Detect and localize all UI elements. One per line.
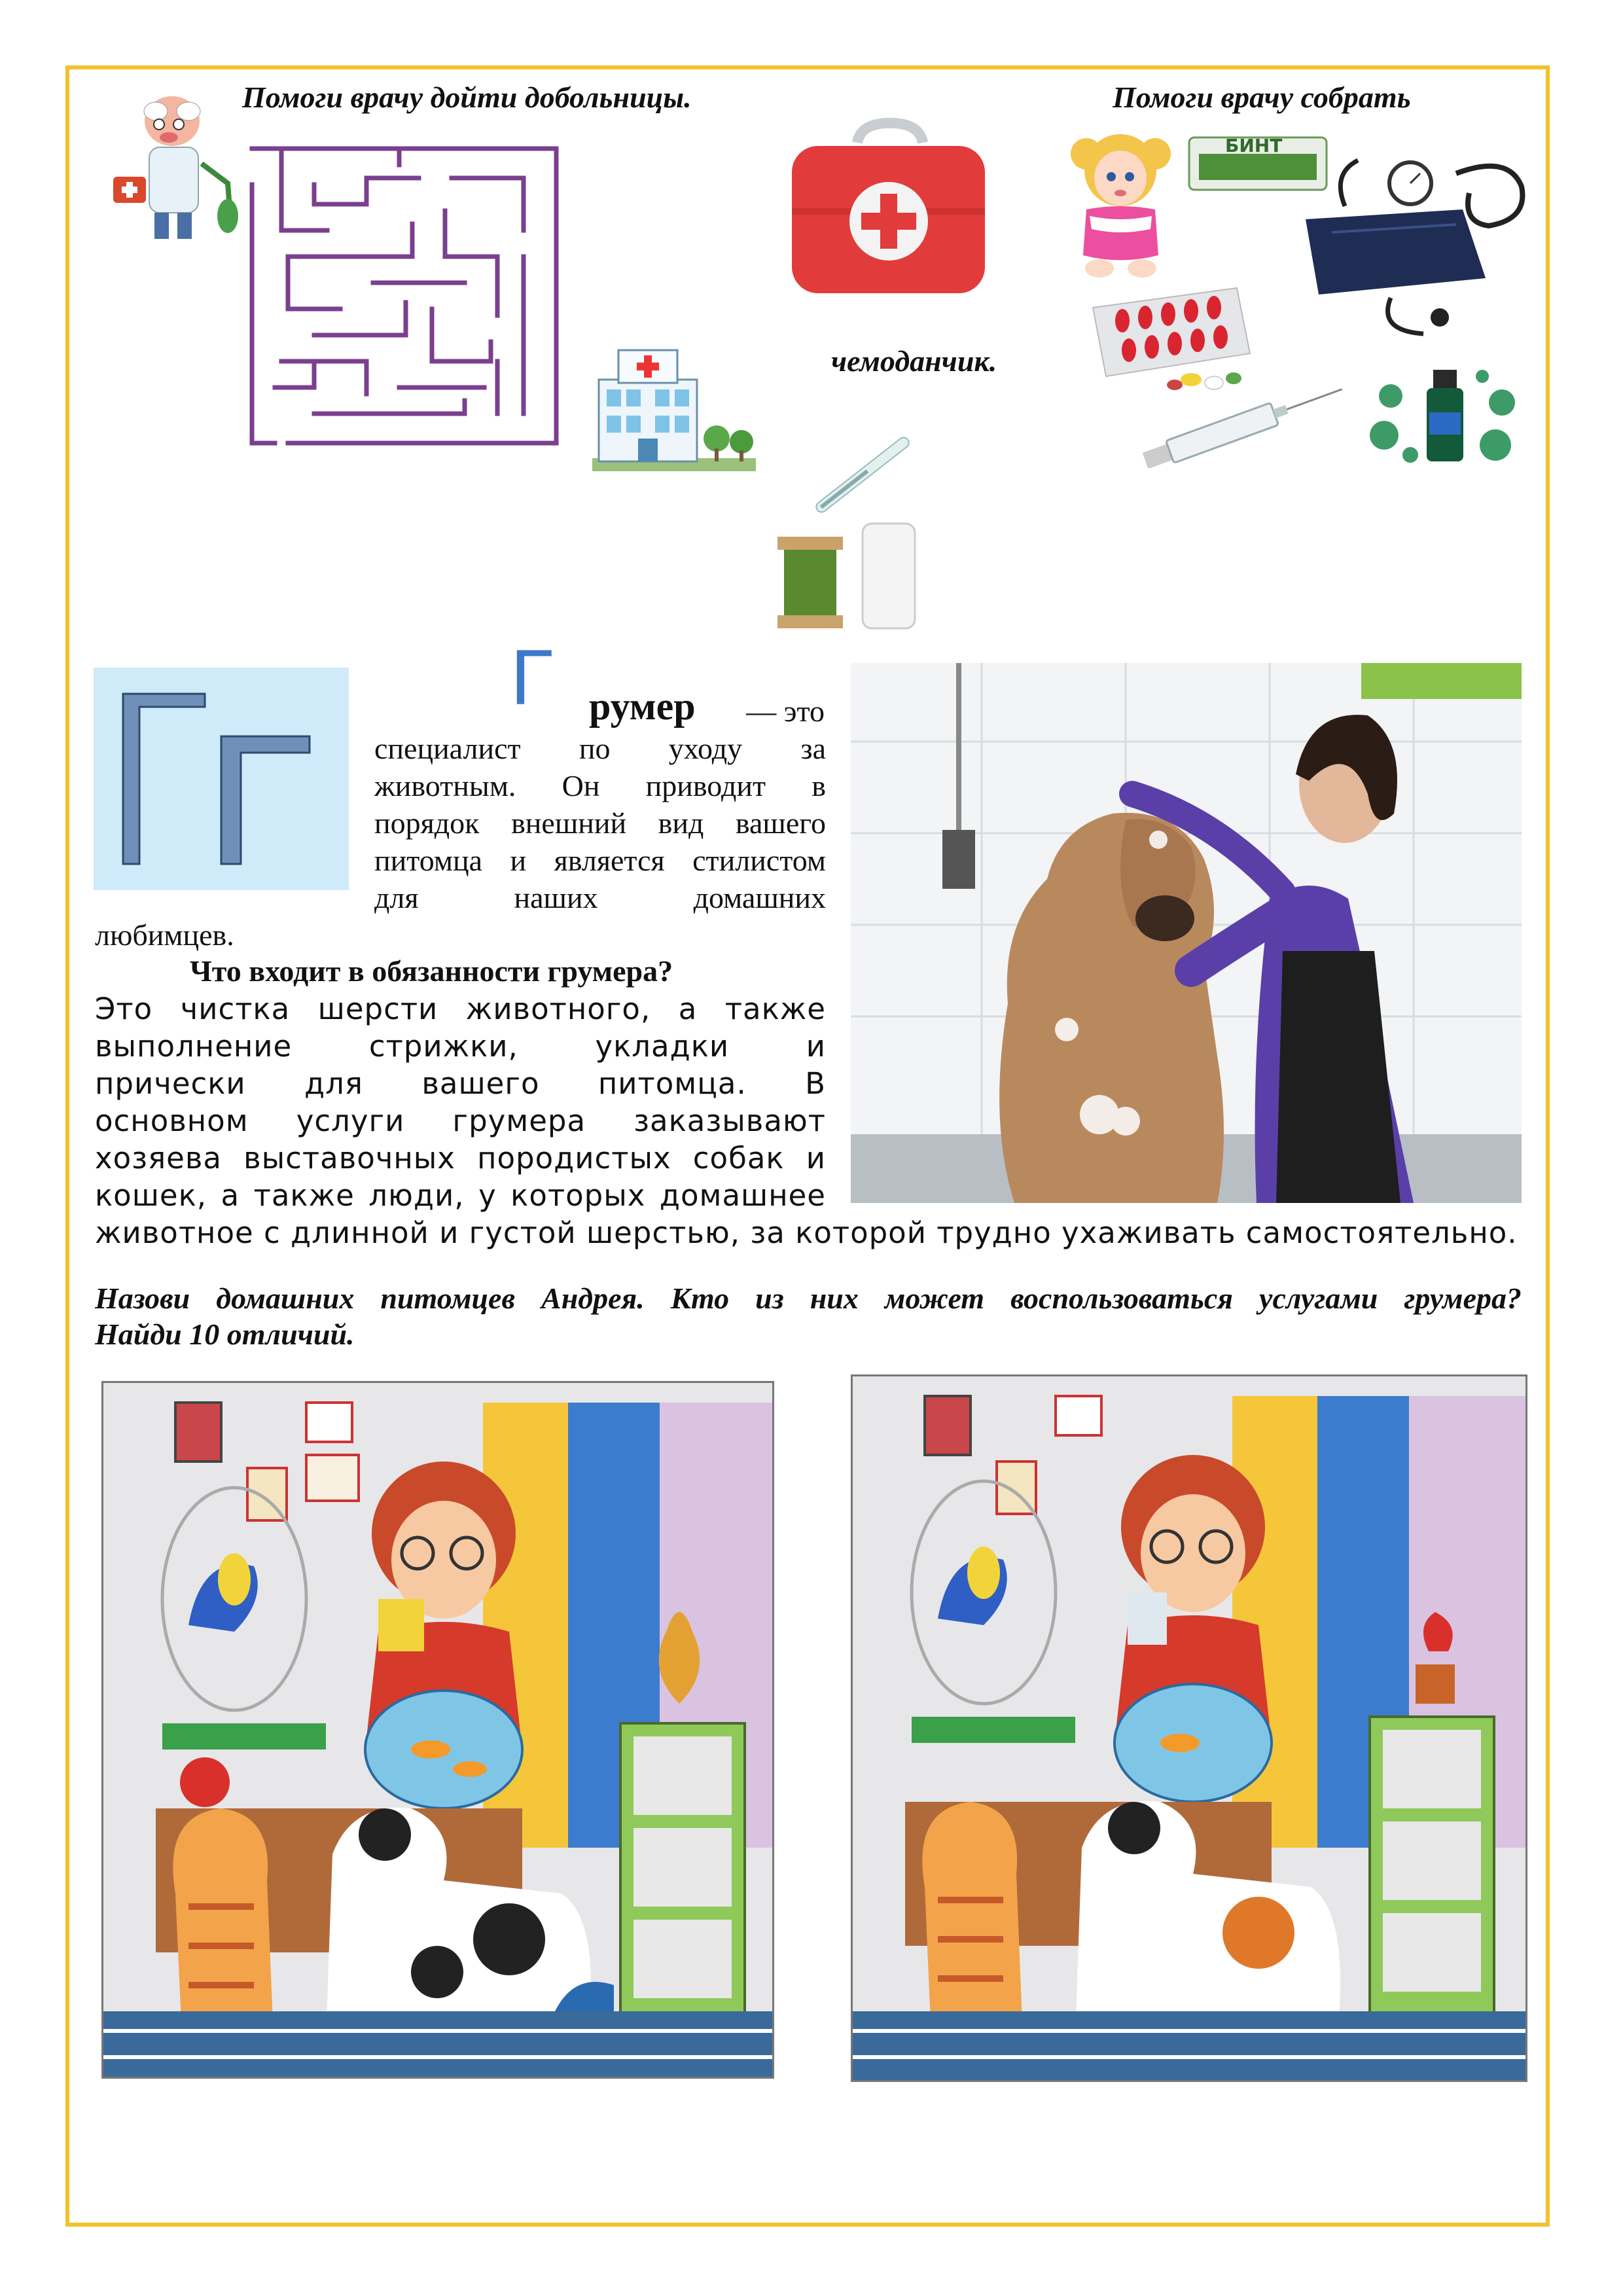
kit-title: Помоги врачу собрать bbox=[1113, 81, 1411, 114]
thermometer-illustration bbox=[802, 432, 923, 517]
doctor-illustration bbox=[97, 85, 247, 249]
answer-line: основном услуги грумера заказывают bbox=[95, 1103, 826, 1138]
drop-cap: Г bbox=[510, 634, 553, 721]
doll-illustration bbox=[1060, 124, 1181, 281]
definition-line: порядок внешний вид вашего bbox=[374, 806, 826, 840]
answer-line: хозяева выставочных породистых собак и bbox=[95, 1141, 826, 1175]
letter-lower-shape bbox=[221, 736, 310, 864]
blood-pressure-monitor bbox=[1293, 147, 1538, 340]
answer-line: прически для вашего питомца. В bbox=[95, 1066, 826, 1101]
antiseptic-bottle bbox=[1364, 357, 1525, 471]
definition-tail: — это bbox=[746, 694, 825, 728]
definition-line: животным. Он приводит в bbox=[374, 769, 826, 802]
task-text: Назови домашних питомцев Андрея. Кто из них может воспользоваться услугами грумера? bbox=[95, 1282, 1522, 1315]
question-heading: Что входит в обязанности грумера? bbox=[190, 954, 673, 988]
suitcase-label: чемоданчик. bbox=[831, 344, 997, 378]
answer-block bbox=[95, 990, 826, 1214]
picture-left[interactable] bbox=[101, 1381, 774, 2079]
definition-line: специалист по уходу за bbox=[374, 732, 826, 765]
maze[interactable] bbox=[249, 145, 563, 446]
answer-line: Это чистка шерсти животного, а также bbox=[95, 992, 826, 1026]
definition-line: для наших домашних bbox=[374, 881, 826, 914]
answer-line: выполнение стрижки, укладки и bbox=[95, 1029, 826, 1064]
definition-last-line: любимцев. bbox=[95, 918, 234, 952]
hospital-illustration bbox=[579, 334, 762, 475]
syringe-illustration bbox=[1126, 373, 1351, 468]
bandage-label: БИНТ bbox=[1225, 135, 1283, 156]
letter-upper-shape bbox=[123, 694, 205, 864]
definition-line: питомца и является стилистом bbox=[374, 844, 826, 877]
answer-line: кошек, а также люди, у которых домашнее bbox=[95, 1178, 826, 1213]
task-text-2: Найди 10 отличий. bbox=[95, 1318, 355, 1351]
letter-card bbox=[94, 668, 349, 890]
groomer-photo bbox=[851, 663, 1522, 1203]
picture-right[interactable] bbox=[851, 1374, 1527, 2082]
groomer-word: румер bbox=[589, 685, 696, 728]
maze-title: Помоги врачу дойти добольницы. bbox=[242, 81, 692, 114]
thread-and-cotton bbox=[771, 514, 935, 641]
suitcase-illustration bbox=[779, 117, 998, 306]
answer-last-line: животное с длинной и густой шерстью, за которой трудно ухаживать самостоятельно. bbox=[95, 1215, 1518, 1250]
definition-block bbox=[374, 730, 826, 916]
